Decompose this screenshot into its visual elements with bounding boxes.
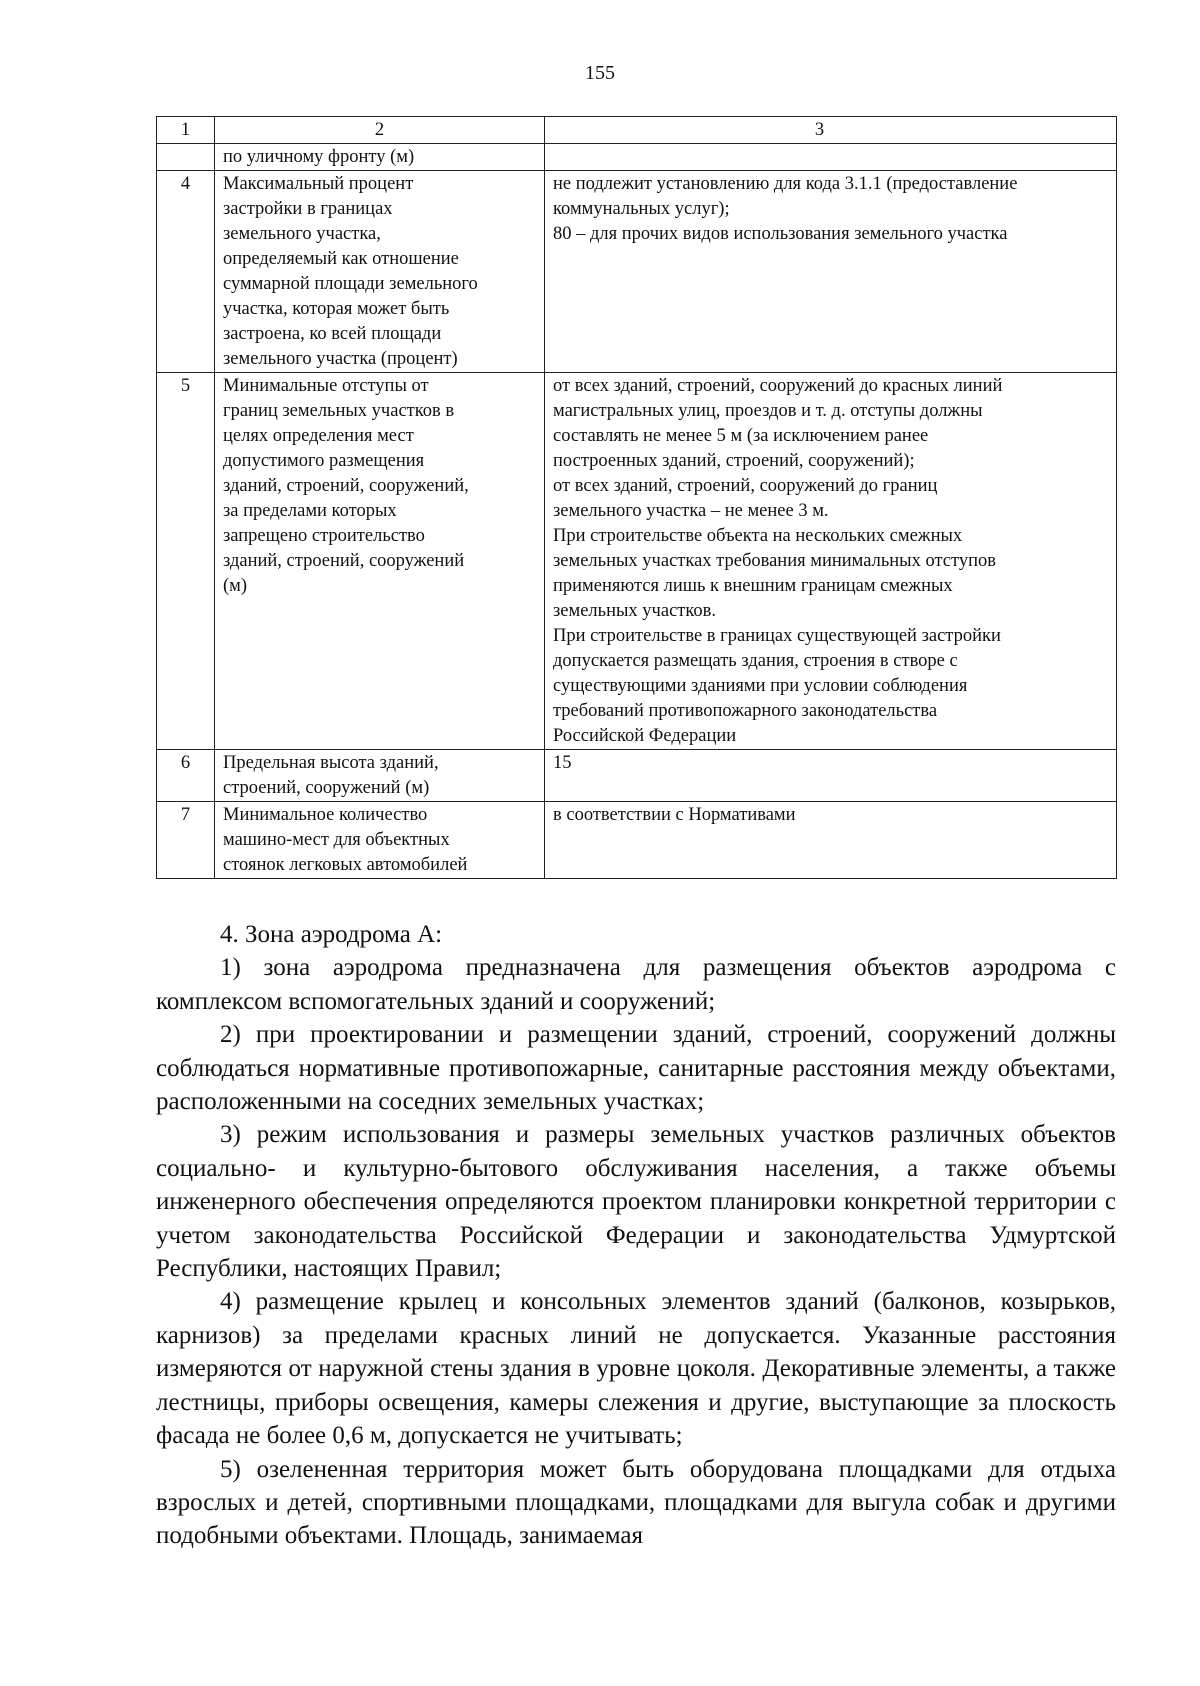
cell-line: в соответствии с Нормативами: [553, 805, 796, 825]
cell-line: строений, сооружений (м): [223, 778, 430, 798]
cell-line: (м): [223, 576, 248, 596]
parameter-cell: [215, 750, 545, 802]
cell-line: земельного участка,: [223, 224, 381, 244]
table-row-7: [157, 802, 1117, 879]
cell-line: При строительстве объекта на нескольких смежных: [553, 526, 963, 546]
cell-line: Максимальный процент: [223, 174, 414, 194]
cell-line: коммунальных услуг);: [553, 199, 730, 219]
header-cell-2: 2: [215, 117, 545, 144]
cell-line: за пределами которых: [223, 501, 397, 521]
cell-line: запрещено строительство: [223, 526, 425, 546]
paragraph: 4) размещение крылец и консольных элементов зданий (балконов, козырьков, карнизов) за пределами красных линий не допускается. Указанные расстояния измеряются от наружной стены здания в уровне цоколя. Декоративные элементы, а также лестницы, приборы освещения, камеры слежения и другие, выступающие за плоскость фасада не более 0,6 м, допускается не учитывать;: [156, 1288, 1116, 1450]
table-row-6: [157, 750, 1117, 802]
parameter-cell: по уличному фронту (м): [215, 144, 545, 171]
cell-line: земельного участка (процент): [223, 349, 458, 369]
cell-line: не подлежит установлению для кода 3.1.1 (предоставление: [553, 174, 1018, 194]
cell-line: составлять не менее 5 м (за исключением ранее: [553, 426, 929, 446]
value-cell: [545, 802, 1117, 879]
row-number-cell: 5: [157, 373, 215, 750]
cell-line: требований противопожарного законодательства: [553, 701, 938, 721]
cell-line: целях определения мест: [223, 426, 414, 446]
table-header-row: [157, 117, 1117, 144]
cell-line: Минимальные отступы от: [223, 376, 429, 396]
cell-line: застройки в границах: [223, 199, 393, 219]
page-number: 155: [585, 62, 615, 84]
value-cell: [545, 750, 1117, 802]
parameter-cell: [215, 802, 545, 879]
header-cell-1: 1: [157, 117, 215, 144]
cell-line: определяемый как отношение: [223, 249, 459, 269]
cell-line: зданий, строений, сооружений,: [223, 476, 469, 496]
cell-line: построенных зданий, строений, сооружений);: [553, 451, 915, 471]
cell-line: При строительстве в границах существующей застройки: [553, 626, 1001, 646]
cell-line: магистральных улиц, проездов и т. д. отступы должны: [553, 401, 983, 421]
parameter-cell: [215, 171, 545, 373]
paragraph: 3) режим использования и размеры земельных участков различных объектов социально- и культурно-бытового обслуживания населения, а также объемы инженерного обеспечения определяются проектом планировки конкретной территории с учетом законодательства Российской Федерации и законодательства Удмуртской Республики, настоящих Правил;: [156, 1121, 1116, 1283]
cell-line: 80 – для прочих видов использования земельного участка: [553, 224, 1008, 244]
cell-line: стоянок легковых автомобилей: [223, 855, 468, 875]
cell-line: существующими зданиями при условии соблюдения: [553, 676, 968, 696]
table-row-4: [157, 171, 1117, 373]
value-cell: [545, 144, 1117, 171]
table-row-continuation: [157, 144, 1117, 171]
body-text: [156, 918, 1116, 1553]
cell-line: от всех зданий, строений, сооружений до красных линий: [553, 376, 1003, 396]
table-row-5: [157, 373, 1117, 750]
cell-line: земельного участка – не менее 3 м.: [553, 501, 829, 521]
cell-line: суммарной площади земельного: [223, 274, 478, 294]
cell-line: Предельная высота зданий,: [223, 753, 439, 773]
section-heading: 4. Зона аэродрома А:: [220, 921, 443, 948]
cell-line: зданий, строений, сооружений: [223, 551, 465, 571]
cell-line: допустимого размещения: [223, 451, 425, 471]
cell-line: машино-мест для объектных: [223, 830, 450, 850]
row-number-cell: 7: [157, 802, 215, 879]
regulations-table: [156, 116, 1117, 879]
cell-line: 15: [553, 753, 572, 773]
row-number-cell: 6: [157, 750, 215, 802]
cell-line: границ земельных участков в: [223, 401, 455, 421]
cell-line: участка, которая может быть: [223, 299, 450, 319]
cell-line: допускается размещать здания, строения в створе с: [553, 651, 958, 671]
row-number-cell: 4: [157, 171, 215, 373]
parameter-cell: [215, 373, 545, 750]
cell-line: Российской Федерации: [553, 726, 737, 746]
paragraph: 2) при проектировании и размещении зданий, строений, сооружений должны соблюдаться нормативные противопожарные, санитарные расстояния между объектами, расположенными на соседних земельных участках;: [156, 1021, 1116, 1116]
value-cell: [545, 373, 1117, 750]
cell-line: земельных участках требования минимальных отступов: [553, 551, 996, 571]
header-cell-3: 3: [545, 117, 1117, 144]
cell-line: земельных участков.: [553, 601, 717, 621]
cell-line: применяются лишь к внешним границам смежных: [553, 576, 953, 596]
paragraph: 5) озелененная территория может быть оборудована площадками для отдыха взрослых и детей, спортивными площадками, площадками для выгула собак и другими подобными объектами. Площадь, занимаемая: [156, 1455, 1116, 1550]
cell-line: Минимальное количество: [223, 805, 428, 825]
cell-line: от всех зданий, строений, сооружений до границ: [553, 476, 938, 496]
paragraph: 1) зона аэродрома предназначена для размещения объектов аэродрома с комплексом вспомогательных зданий и сооружений;: [156, 954, 1116, 1015]
row-number-cell: [157, 144, 215, 171]
cell-line: застроена, ко всей площади: [223, 324, 442, 344]
value-cell: [545, 171, 1117, 373]
